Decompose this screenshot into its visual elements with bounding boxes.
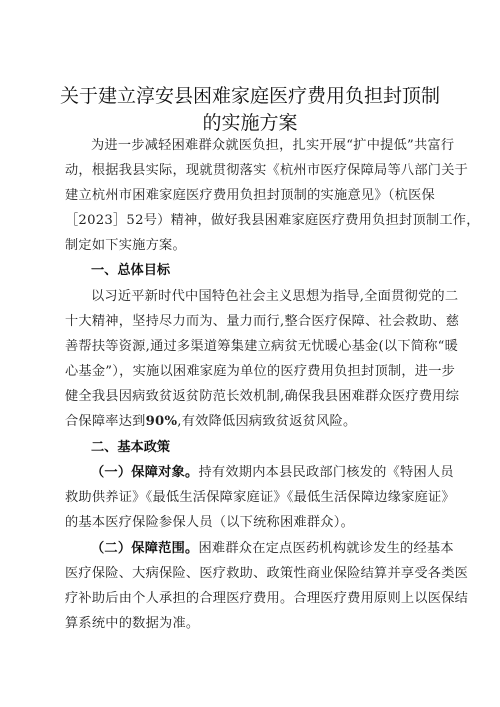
section-heading-policy: 二、基本政策 xyxy=(91,440,171,455)
document-title-line-2: 的实施方案 xyxy=(202,112,298,134)
item1-line: 救助供养证》《最低生活保障家庭证》《最低生活保障边缘家庭证》 xyxy=(65,490,455,505)
section1-line: 心基金”），实施以困难家庭为单位的医疗费用负担封顶制，进一步 xyxy=(65,364,456,379)
section1-last-line xyxy=(65,413,435,431)
item2-line: 算系统中的数据为准。 xyxy=(65,616,200,631)
item1-lead: （一）保障对象。 xyxy=(91,465,199,480)
item1-line: 的基本医疗保险参保人员（以下统称困难群众）。 xyxy=(65,515,355,530)
intro-line: 建立杭州市困难家庭医疗费用负担封顶制的实施意见》（杭医保 xyxy=(65,188,435,203)
item2-first-line xyxy=(91,540,454,558)
intro-line: ［2023］52号）精神，做好我县困难家庭医疗费用负担封顶制工作， xyxy=(65,213,480,228)
item2-lead: （二）保障范围。 xyxy=(91,541,199,556)
document-title-line-1: 关于建立淳安县困难家庭医疗费用负担封顶制 xyxy=(59,85,440,107)
section1-last-prefix: 合保障率达到 xyxy=(65,414,146,429)
item2-line: 医疗保险、大病保险、医疗救助、政策性商业保险结算并享受各类医 xyxy=(65,566,469,581)
item1-first-line xyxy=(91,464,454,482)
item1-text: 持有效期内本县民政部门核发的《特困人员 xyxy=(198,465,454,480)
intro-line: 为进一步减轻困难群众就医负担，扎实开展“扩中提低”共富行 xyxy=(91,138,455,153)
section1-line: 以习近平新时代中国特色社会主义思想为指导,全面贯彻党的二 xyxy=(91,289,459,304)
section1-line: 十大精神，坚持尽力而为、量力而行,整合医疗保障、社会救助、慈 xyxy=(65,314,460,329)
intro-line: 动，根据我县实际，现就贯彻落实《杭州市医疗保障局等八部门关于 xyxy=(65,163,469,178)
section1-line: 健全我县因病致贫返贫防范长效机制,确保我县困难群众医疗费用综 xyxy=(65,389,460,404)
section1-line: 善帮扶等资源,通过多渠道筹集建立病贫无忧暖心基金(以下简称“暖 xyxy=(65,339,459,354)
section1-last-suffix: ,有效降低因病致贫返贫风险。 xyxy=(177,414,357,429)
section-heading-goals: 一、总体目标 xyxy=(91,263,171,278)
intro-line: 制定如下实施方案。 xyxy=(65,238,186,253)
item2-line: 疗补助后由个人承担的合理医疗费用。合理医疗费用原则上以医保结 xyxy=(65,591,469,606)
item2-text: 困难群众在定点医药机构就诊发生的经基本 xyxy=(198,541,454,556)
coverage-rate: 90% xyxy=(145,414,178,429)
